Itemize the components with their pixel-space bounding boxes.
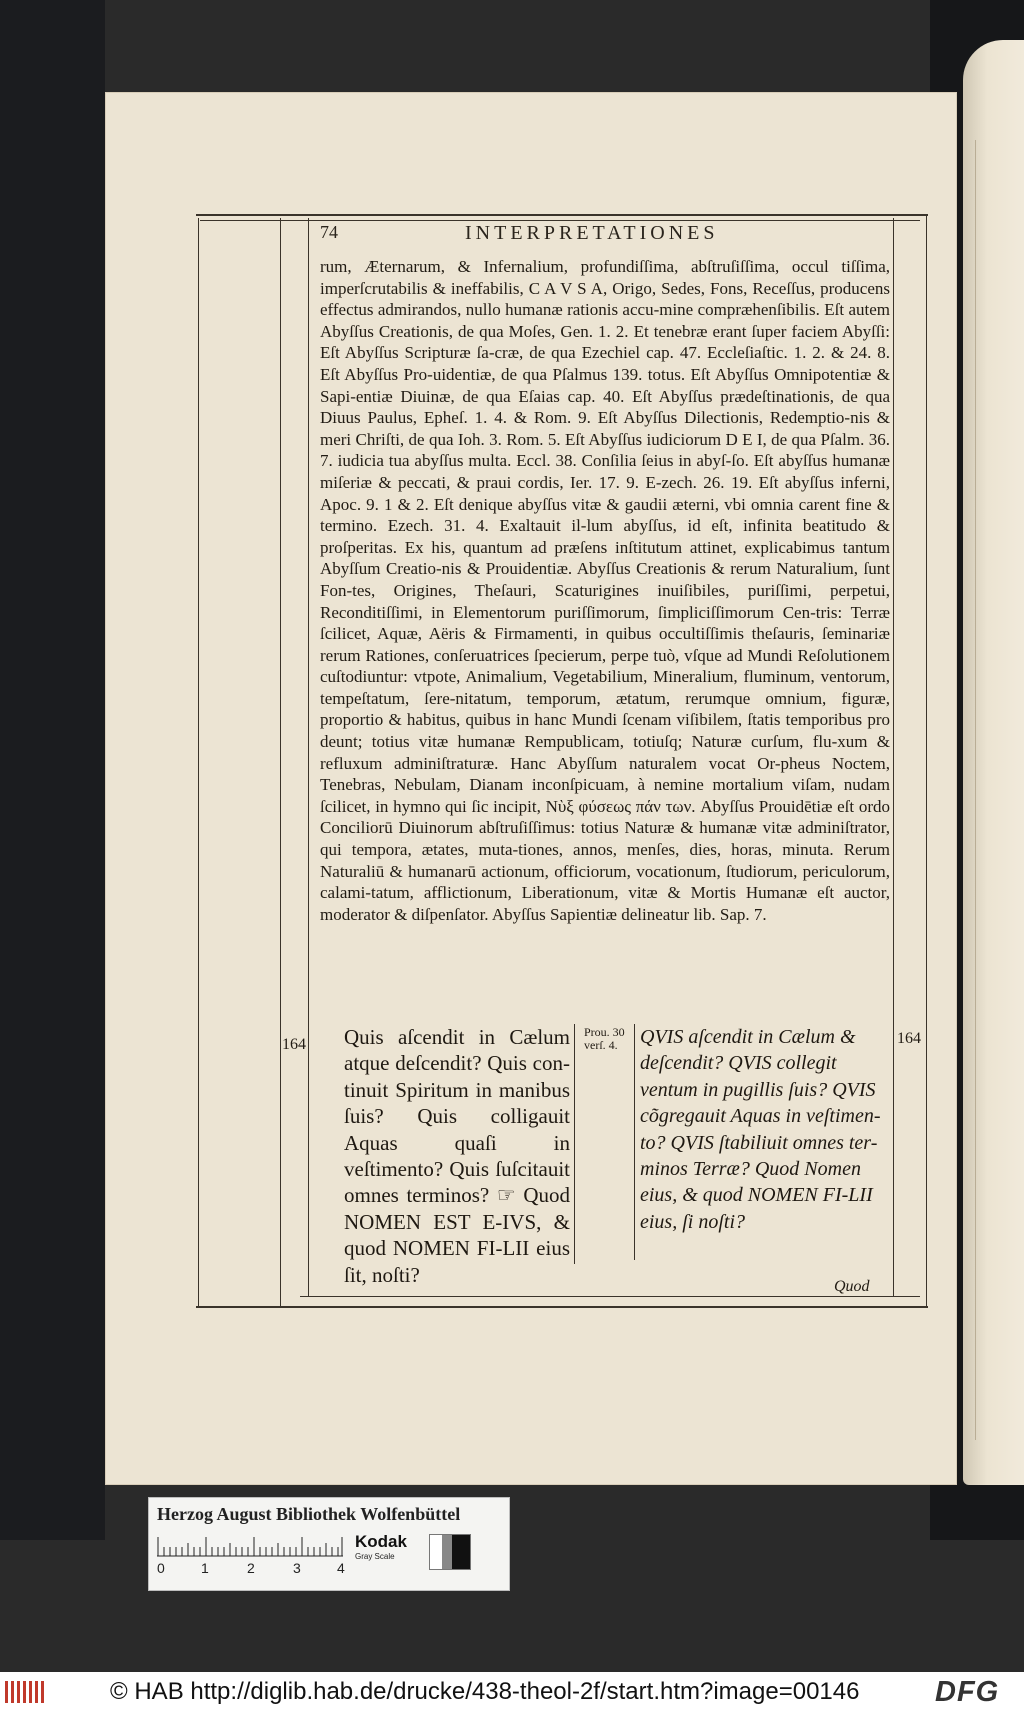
ruler-scale-icon bbox=[157, 1533, 343, 1557]
verse-divider-left bbox=[574, 1024, 575, 1264]
library-name: Herzog August Bibliothek Wolfenbüttel bbox=[157, 1504, 461, 1524]
frame-left-rule bbox=[198, 218, 199, 1308]
text-column-right-rule bbox=[893, 218, 894, 1296]
ruler-label: 3 bbox=[293, 1560, 301, 1576]
frame-top-rule bbox=[196, 214, 928, 216]
ruler-label: 4 bbox=[337, 1560, 345, 1576]
catchword: Quod bbox=[834, 1278, 870, 1295]
commentary-paragraph: rum, Æternarum, & Infernalium, profundiſſima, abſtruſiſſima, occul tiſſima, imperſcrutabilis & ineffabilis, C A V S A, Origo, Sedes, Fons, Receſſus, producens effectus admirandos, nullo humanæ rationis accu-mine compræhenſibilis. Eſt autem Abyſſus Creationis, de qua Moſes, Gen. 1. 2. Et tenebræ erant ſuper faciem Abyſſi: Eſt Abyſſus Scripturæ ſa-cræ, de qua Ezechiel cap. 47. Eccleſiaſtic. 1. 2. & 24. 8. Eſt Abyſſus Pro-uidentiæ, de qua Pſalmus 139. totus. Eſt Abyſſus Omnipotentiæ & Sapi-entiæ Diuinæ, de qua Eſaias cap. 40. Eſt Abyſſus prædeſtinationis, de qua Diuus Paulus, Epheſ. 1. 4. & Rom. 9. Eſt Abyſſus Dilectionis, Redemptio-nis & meri Chriſti, de qua Ioh. 3. Rom. 5. Eſt Abyſſus iudiciorum D E I, de qua Pſalm. 36. 7. iudicia tua abyſſus multa. Eccl. 38. Conſilia ſeius in abyſ-ſo. Eſt abyſſus humanæ miſeriæ & peccati, & praui cordis, Ier. 17. 9. E-zech. 26. 19. Eſt abyſſus inferni, Apoc. 9. 1 & 2. Eſt denique abyſſus vitæ & gaudii æterni, vbi omnia carent fine & termino. Ezech. 31. 4. Exaltauit il-lum abyſſus, id eſt, infinita beatitudo & proſperitas. Ex his, quantum ad præſens inſtitutum attinet, explicabimus tantum Abyſſum Creatio-nis & Prouidentiæ. Abyſſus Creationis & rerum Naturalium, ſunt Fon-tes, Origines, Theſauri, Scaturigines inuiſibiles, puriſſimi, perpetui, Reconditiſſimi, in Elementorum puriſſimorum, ſimpliciſſimorum Cen-tris: Terræ ſcilicet, Aquæ, Aëris & Firmamenti, in quibus occultiſſimis theſauris, ſeminariæ rerum Rationes, conſeruatrices ſpecierum, perpe tuò, vſque ad Mundi Reſolutionem cuſtodiuntur: vtpote, Animalium, Vegetabilium, Mineralium, fluminum, ventorum, tempeſtatum, ſere-nitatum, temporum, ætatum, rerumque omnium, figuræ, proportio & habitus, quibus in hanc Mundi ſcenam viſibilem, ſtatis temporibus pro deunt; totius vitæ humanæ Rempublicam, totiuſq; Naturæ curſum, flu-xum & refluxum adminiſtraturæ. Hanc Abyſſum naturalem vocat Or-pheus Noctem, Tenebras, Nebulam, Dianam inconſpicuam, à nemine mortalium viſam, nudam ſcilicet, in hymno qui ſic incipit, Νὺξ φύσεως πάν των. Abyſſus Prouidētiæ eſt ordo Conciliorū Diuinorum abſtruſiſſimus: totius Naturæ & humanæ vitæ adminiſtrator, qui tempora, ætates, muta-tiones, annos, menſes, dies, horas, minuta. Rerum Naturaliū & humanarū actionum, officiorum, vocationum, ſtudiorum, periculorum, calami-tatum, afflictionum, Liberationum, vitæ & Mortis Humanæ eſt auctor, moderator & diſpenſator. Abyſſus Sapientiæ delineatur lib. Sap. 7. bbox=[320, 257, 890, 924]
footer-bar bbox=[0, 1672, 1024, 1711]
dfg-logo: DFG bbox=[935, 1676, 1000, 1708]
frame-bottom-inner-rule bbox=[300, 1296, 920, 1297]
footer-citation-link[interactable]: © HAB http://diglib.hab.de/drucke/438-theol-2f/start.htm?image=00146 bbox=[110, 1678, 860, 1705]
gray-scale-swatch bbox=[429, 1534, 471, 1570]
adjacent-page-rule bbox=[975, 140, 1024, 1440]
ruler-label: 2 bbox=[247, 1560, 255, 1576]
frame-right-rule bbox=[926, 214, 927, 1308]
frame-bottom-rule bbox=[196, 1306, 928, 1308]
scripture-text-italic bbox=[640, 1024, 886, 1235]
color-reference-card bbox=[148, 1497, 510, 1591]
commentary-text bbox=[320, 256, 890, 925]
scripture-text-roman bbox=[344, 1024, 570, 1288]
hab-logo-icon bbox=[4, 1678, 48, 1706]
page-number: 74 bbox=[320, 222, 338, 242]
scan-background-left bbox=[0, 0, 105, 1540]
scripture-text-italic-body: QVIS aſcendit in Cælum & deſcendit? QVIS collegit ventum in pugillis ſuis? QVIS cõgregauit Aquas in veſtimen-to? QVIS ſtabiliuit omnes ter-minos Terræ? Quod Nomen eius, & quod NOMEN FI-LII eius, ſi noſti? bbox=[640, 1026, 881, 1233]
kodak-brand: Kodak bbox=[355, 1532, 407, 1551]
verse-number-left: 164 bbox=[282, 1036, 306, 1053]
page-header bbox=[320, 222, 920, 252]
ruler-label: 0 bbox=[157, 1560, 165, 1576]
text-column-left-rule bbox=[308, 218, 309, 1296]
ruler-label: 1 bbox=[201, 1560, 209, 1576]
verse-divider-right bbox=[634, 1024, 635, 1260]
scripture-text-roman-body: Quis aſcendit in Cælum atque deſcendit? Quis con-tinuit Spiritum in manibus ſuis? Quis colligauit Aquas quaſi in veſtimento? Quis ſuſcitauit omnes terminos? ☞ Quod NOMEN EST E-IVS, & quod NOMEN FI-LII eius ſit, noſti? bbox=[344, 1025, 570, 1287]
margin-column-rule bbox=[280, 218, 281, 1308]
running-title: INTERPRETATIONES bbox=[465, 222, 719, 244]
kodak-subtitle: Gray Scale bbox=[355, 1552, 395, 1561]
margin-reference: Prou. 30 verſ. 4. bbox=[584, 1025, 625, 1052]
verse-number-right: 164 bbox=[897, 1030, 921, 1047]
